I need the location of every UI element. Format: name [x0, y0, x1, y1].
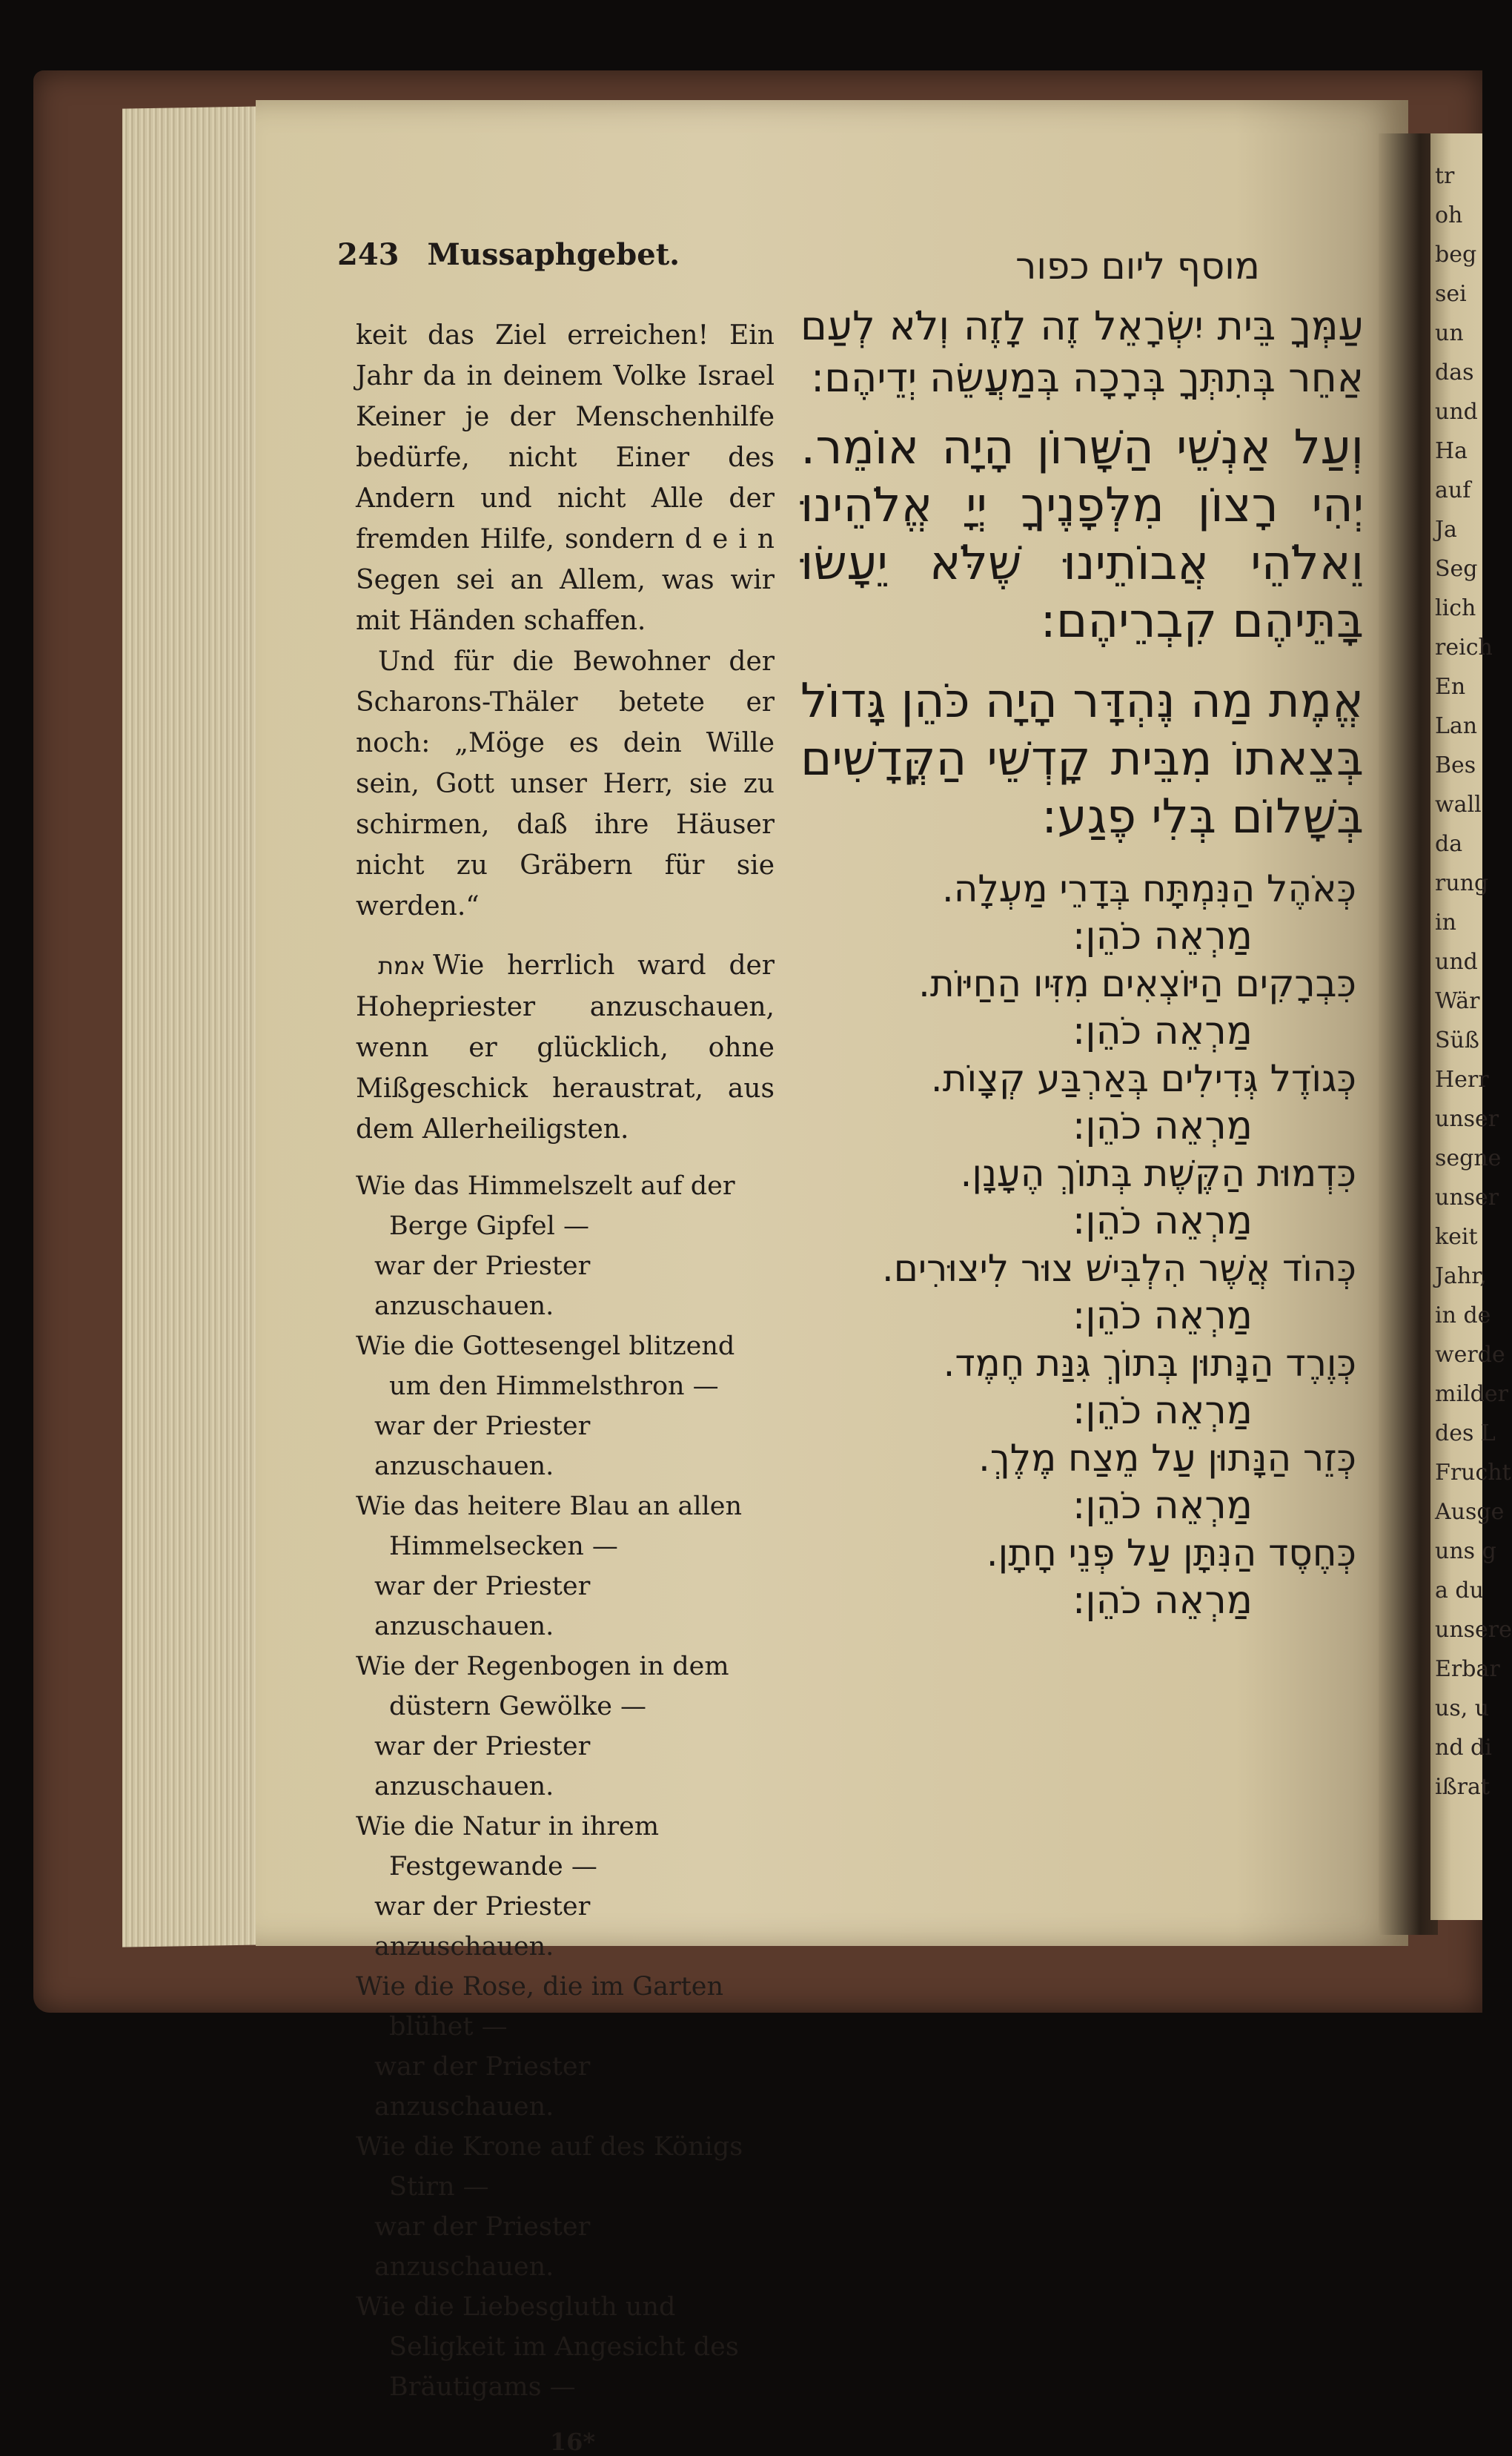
hebrew-verse: כְּאֹהֶל הַנִּמְתָּח בְּדָרֵי מַעְלָה. [941, 867, 1356, 910]
right-page-fragment: a du [1435, 1578, 1484, 1603]
right-page-fragment: das [1435, 360, 1474, 385]
simile-line: Wie die Natur in ihrem Festgewande — [356, 1812, 660, 1881]
simile-line: Wie der Regenbogen in dem düstern Gewölke — [356, 1652, 729, 1721]
hebrew-refrain: מַרְאֵה כֹהֵן: [1072, 1578, 1253, 1623]
right-page-fragment: uns g [1435, 1538, 1496, 1564]
german-paragraph-3-text: Wie herrlich ward der Hohepriester anzuschauen, wenn er glücklich, ohne Mißgeschick heraustrat, aus dem Allerheiligsten. [356, 950, 775, 1145]
german-column [356, 315, 775, 2456]
simile-line: Wie die Krone auf des Königs Stirn — [356, 2132, 743, 2202]
right-page-fragment: in [1435, 910, 1456, 936]
hebrew-paragraph-3: אֱמֶת מַה נֶּהְדָּר הָיָה כֹּהֵן גָּדוֹל בְּצֵאתוֹ מִבֵּית קָדְשֵׁי הַקֳּדָשִׁים בְּשָׁלוֹם בְּלִי פֶגַע: [800, 674, 1364, 844]
right-page-fragment: unser [1435, 1106, 1499, 1132]
refrain-line: war der Priester anzuschauen. [374, 1251, 591, 1321]
running-header [337, 237, 680, 272]
hebrew-refrain: מַרְאֵה כֹהֵן: [1072, 1104, 1253, 1148]
right-page-fragment: wall [1435, 792, 1482, 818]
right-page-fragment: Süß [1435, 1027, 1479, 1053]
german-paragraph-3 [356, 945, 775, 1150]
right-page-fragment: in de [1435, 1303, 1491, 1328]
book-gutter [1379, 133, 1438, 1935]
page-edges [122, 106, 263, 1947]
hebrew-verse: כְּזֵר הַנָּתוּן עַל מֵצַח מֶלֶךְ. [978, 1437, 1356, 1480]
german-paragraph-2: Und für die Bewohner der Scharons-Thäler betete er noch: „Möge es dein Wille sein, Gott unser Herr, sie zu schirmen, daß ihre Häuser nicht zu Gräbern für sie werden.“ [356, 646, 775, 921]
right-page-fragment: En [1435, 674, 1466, 700]
hebrew-verse: כְּגוֹדֶל גְּדִילִים בְּאַרְבַּע קְצָוֹת. [930, 1057, 1356, 1100]
right-page-fragment: Seg [1435, 556, 1478, 582]
hebrew-verse: כִּבְרָקִים הַיּוֹצְאִים מִזִּיו הַחַיּוֹת. [918, 962, 1356, 1005]
hebrew-verse: כְּהוֹד אֲשֶׁר הִלְבִּישׁ צוּר לִיצוּרִים. [881, 1247, 1356, 1290]
hebrew-running-header: מוסף ליום כפור [1015, 245, 1260, 288]
hebrew-verse: כִּדְמוּת הַקֶּשֶׁת בְּתוֹךְ הֶעָנָן. [960, 1152, 1356, 1195]
right-page-fragment: unsere [1435, 1617, 1512, 1643]
right-page-fragment: beg [1435, 242, 1477, 268]
hebrew-poem [800, 865, 1364, 1624]
right-page-fragment: Erbar [1435, 1656, 1500, 1682]
right-page-fragment: rung [1435, 870, 1489, 896]
right-page-fragment: da [1435, 831, 1463, 857]
refrain-line: war der Priester anzuschauen. [374, 2052, 591, 2122]
hebrew-refrain: מַרְאֵה כֹהֵן: [1072, 1199, 1253, 1243]
right-page-fragment: tr [1435, 163, 1455, 189]
hebrew-refrain: מַרְאֵה כֹהֵן: [1072, 1294, 1253, 1338]
right-page-fragment: un [1435, 320, 1464, 346]
refrain-line: war der Priester anzuschauen. [374, 1732, 591, 1801]
right-page-fragment: milder [1435, 1381, 1508, 1407]
right-page-fragment: werde [1435, 1342, 1505, 1368]
hebrew-verse: כְּחֶסֶד הַנִּתָּן עַל פְּנֵי חָתָן. [986, 1532, 1356, 1575]
refrain-line: war der Priester anzuschauen. [374, 1892, 591, 1962]
hebrew-refrain: מַרְאֵה כֹהֵן: [1072, 1388, 1253, 1433]
hebrew-paragraph-2: וְעַל אַנְשֵׁי הַשָּׁרוֹן הָיָה אוֹמֵר. יְהִי רָצוֹן מִלְּפָנֶיךָ יְיָ אֱלֹהֵינוּ וֵאלֹהֵי אֲבוֹתֵינוּ שֶׁלֹּא יֵעָשׂוּ בָּתֵּיהֶם קִבְרֵיהֶם: [800, 420, 1364, 649]
right-page-fragment: Ja [1435, 517, 1457, 543]
right-page-fragment: Ha [1435, 438, 1468, 464]
page-number: 243 [337, 237, 399, 272]
right-page-fragment: Wär [1435, 988, 1480, 1014]
right-page-fragment: und [1435, 949, 1478, 975]
right-page-fragment: unser [1435, 1185, 1499, 1211]
hebrew-paragraph-1: עַמְּךָ בֵּית יִשְׂרָאֵל זֶה לָזֶה וְלֹא לְעַם אַחֵר בְּתִתְּךָ בְּרָכָה בְּמַעֲשֵׂה יְדֵיהֶם: [800, 302, 1364, 401]
signature-mark: 16* [549, 2428, 596, 2456]
right-page-fragment: Lan [1435, 713, 1478, 739]
right-page-fragment: keit [1435, 1224, 1478, 1250]
hebrew-refrain: מַרְאֵה כֹהֵן: [1072, 1483, 1253, 1528]
refrain-line: war der Priester anzuschauen. [374, 2212, 591, 2282]
right-page-fragment: lich [1435, 595, 1476, 621]
right-page-fragment: ißrat [1435, 1774, 1490, 1800]
right-page-fragment: Bes [1435, 752, 1476, 778]
right-page-fragment: Herr [1435, 1067, 1489, 1093]
right-page-sliver [1430, 133, 1512, 1920]
simile-list [356, 1166, 775, 2407]
right-page-fragment: und [1435, 399, 1478, 425]
simile-line: Wie die Rose, die im Garten blühet — [356, 1972, 723, 2042]
hebrew-refrain: מַרְאֵה כֹהֵן: [1072, 1009, 1253, 1053]
german-paragraph-1: keit das Ziel erreichen! Ein Jahr da in deinem Volke Israel Keiner je der Menschenhilfe bedürfe, nicht Einer des Andern und nicht Alle der fremden Hilfe, sondern d e i n Segen sei an Allem, was wir mit Händen schaffen. [356, 320, 775, 636]
refrain-line: war der Priester anzuschauen. [374, 1572, 591, 1641]
simile-line: Wie das Himmelszelt auf der Berge Gipfel — [356, 1171, 735, 1241]
right-page-fragment: des L [1435, 1420, 1496, 1446]
right-page-fragment: Ausge [1435, 1499, 1505, 1525]
hebrew-refrain: מַרְאֵה כֹהֵן: [1072, 914, 1253, 959]
right-page-fragment: nd di [1435, 1735, 1492, 1761]
simile-line: Wie das heitere Blau an allen Himmelsecken — [356, 1492, 743, 1561]
right-page-fragment: Jahr, [1435, 1263, 1487, 1289]
right-page-fragment: Frucht [1435, 1460, 1511, 1486]
right-page-fragment: auf [1435, 477, 1471, 503]
right-page-fragment: us, u [1435, 1695, 1490, 1721]
simile-line: Wie die Gottesengel blitzend um den Himmelsthron — [356, 1331, 735, 1401]
right-page-fragment: oh [1435, 202, 1463, 228]
refrain-line: war der Priester anzuschauen. [374, 1411, 591, 1481]
section-title: Mussaphgebet. [427, 237, 680, 272]
right-page-fragment: sei [1435, 281, 1467, 307]
hebrew-catchword: אמת [378, 952, 426, 980]
hebrew-column [800, 300, 1364, 1624]
simile-line: Wie die Liebesgluth und Seligkeit im Angesicht des Bräutigams — [356, 2292, 739, 2402]
right-page-fragment: segne [1435, 1145, 1502, 1171]
hebrew-verse: כְּוֶרֶד הַנָּתוּן בְּתוֹךְ גִּנַּת חֶמֶד. [943, 1342, 1356, 1385]
right-page-fragment: reich [1435, 635, 1493, 661]
